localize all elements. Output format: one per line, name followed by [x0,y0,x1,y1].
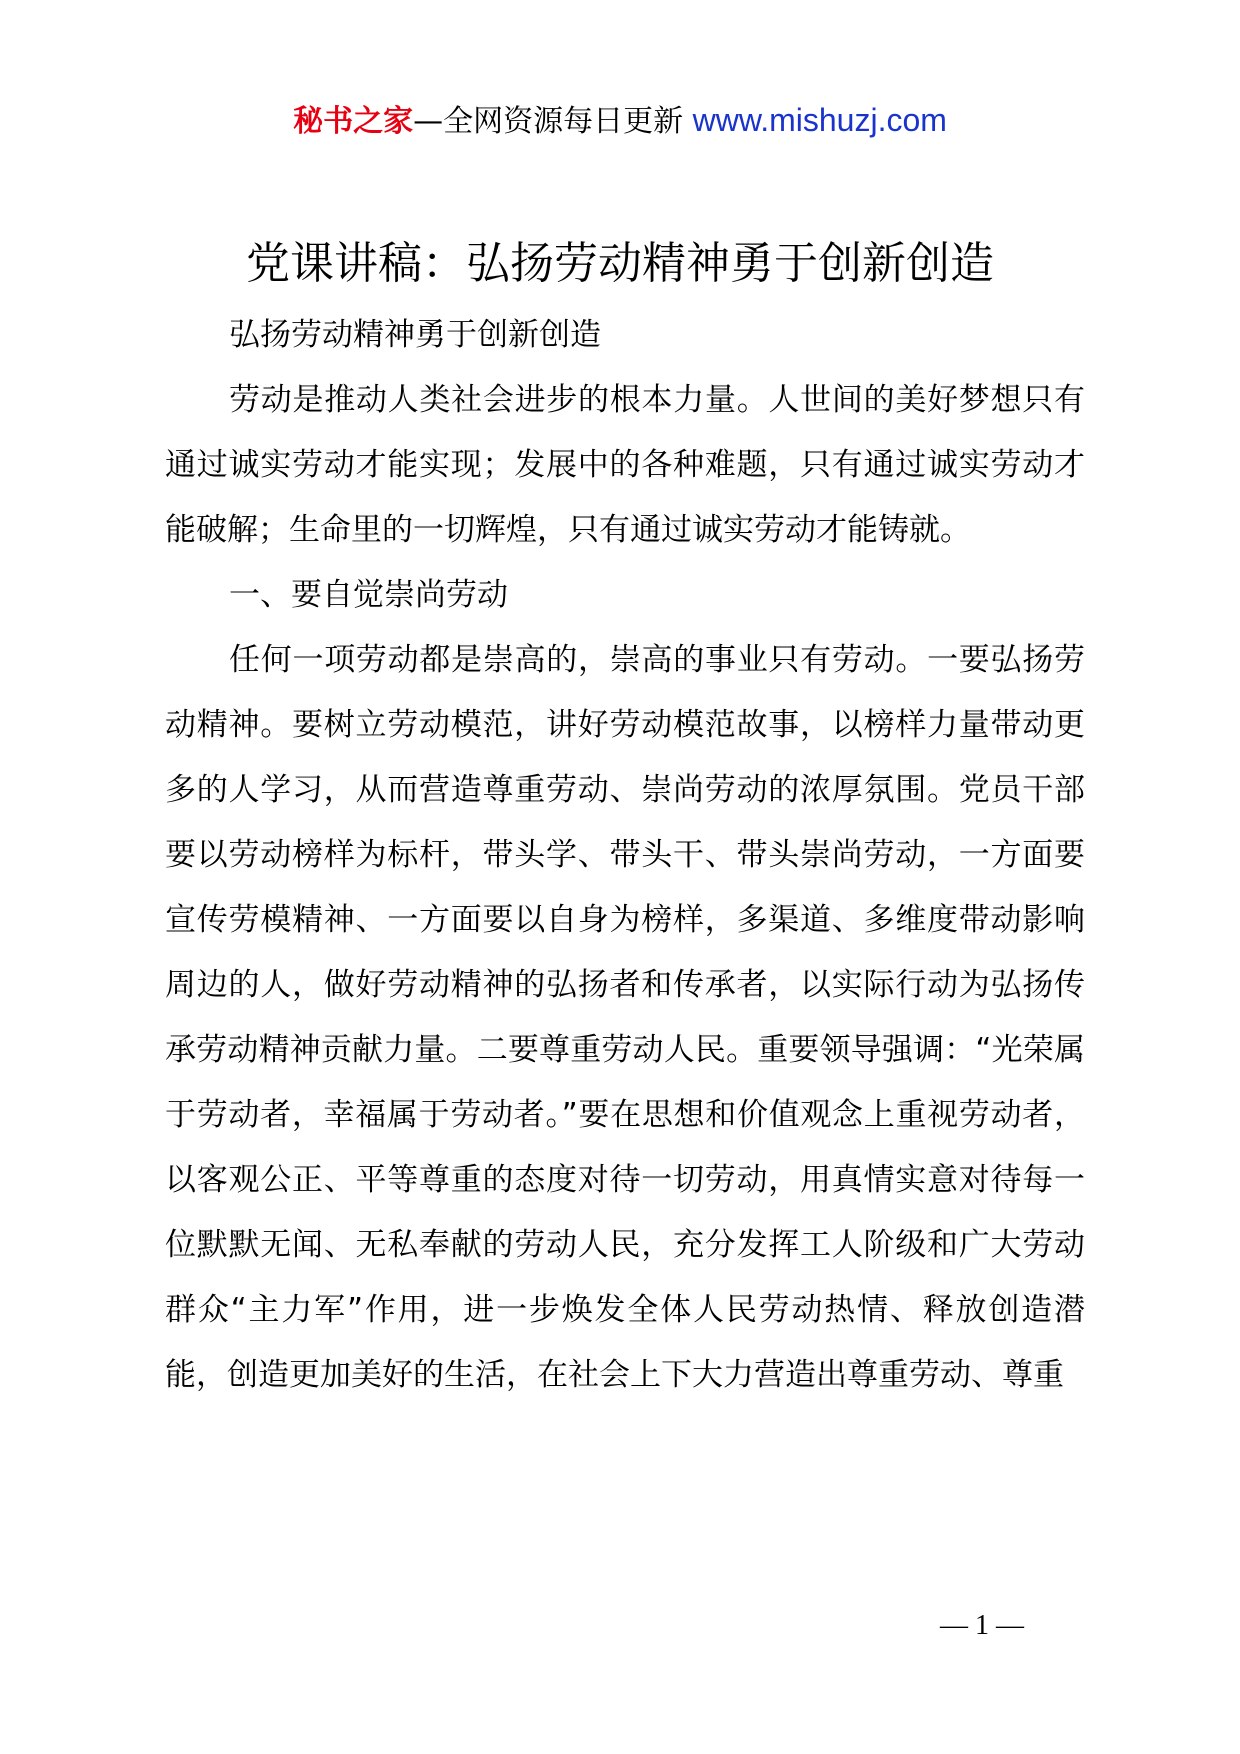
page-number: — 1 — [940,1610,1024,1641]
brand-name: 秘书之家 [293,104,414,139]
document-body [165,303,1085,1408]
site-header [0,98,1240,144]
body-paragraph: 任何一项劳动都是崇高的，崇高的事业只有劳动。一要弘扬劳动精神。要树立劳动模范，讲好劳动模范故事，以榜样力量带动更多的人学习，从而营造尊重劳动、崇尚劳动的浓厚氛围。党员干部要以劳动榜样为标杆，带头学、带头干、带头崇尚劳动，一方面要宣传劳模精神、一方面要以自身为榜样，多渠道、多维度带动影响周边的人，做好劳动精神的弘扬者和传承者，以实际行动为弘扬传承劳动精神贡献力量。二要尊重劳动人民。重要领导强调：“光荣属于劳动者，幸福属于劳动者。”要在思想和价值观念上重视劳动者，以客观公正、平等尊重的态度对待一切劳动，用真情实意对待每一位默默无闻、无私奉献的劳动人民，充分发挥工人阶级和广大劳动群众“主力军”作用，进一步焕发全体人民劳动热情、释放创造潜能，创造更加美好的生活，在社会上下大力营造出尊重劳动、尊重 [165,642,1085,1393]
site-url-link[interactable]: www.mishuzj.com [692,102,947,138]
document-title: 党课讲稿：弘扬劳动精神勇于创新创造 [246,238,994,289]
document-subtitle: 弘扬劳动精神勇于创新创造 [229,317,601,353]
section-heading: 一、要自觉崇尚劳动 [229,577,508,613]
body-paragraph: 劳动是推动人类社会进步的根本力量。人世间的美好梦想只有通过诚实劳动才能实现；发展中的各种难题，只有通过诚实劳动才能破解；生命里的一切辉煌，只有通过诚实劳动才能铸就。 [165,382,1085,548]
header-tagline: —全网资源每日更新 [413,104,693,139]
